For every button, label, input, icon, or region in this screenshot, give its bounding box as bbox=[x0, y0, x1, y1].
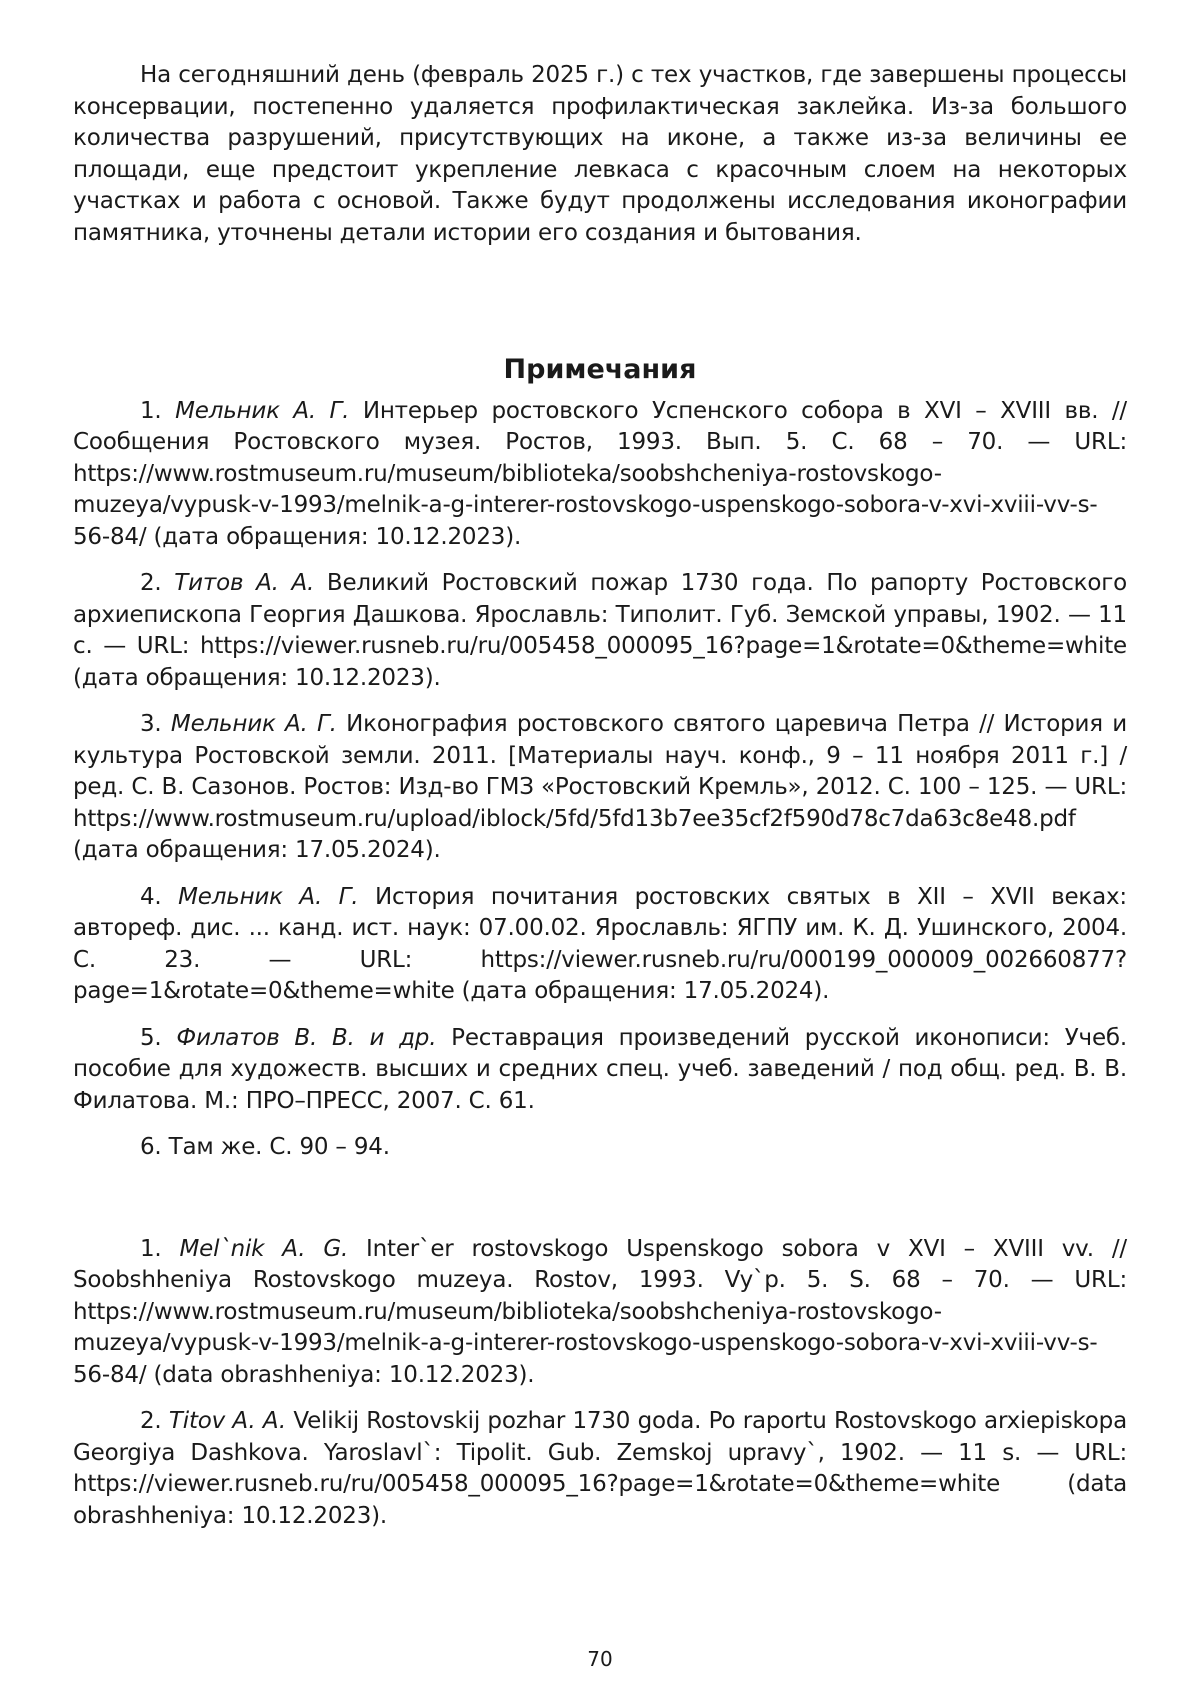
note-author: Мельник А. Г. bbox=[178, 883, 359, 910]
note-number: 3. bbox=[140, 711, 162, 737]
note-number: 5. bbox=[140, 1024, 162, 1051]
note-text: Реставрация произведений русской иконописи: Учеб. пособие для художеств. высших и средних спец. учеб. заведений / под общ. ред. В. В. Филатова. М.: ПРО–ПРЕСС, 2007. С. 61. bbox=[73, 1024, 1127, 1114]
note-author: Филатов В. В. и др. bbox=[176, 1024, 437, 1051]
note-en-1 bbox=[73, 1234, 1127, 1392]
intro-paragraph: На сегодняшний день (февраль 2025 г.) с тех участков, где завершены процессы консервации, постепенно удаляется профилактическая заклейка. Из-за большого количества разрушений, присутствующих на иконе, а также из-за величины ее площади, еще предстоит укрепление левкаса с красочным слоем на некоторых участках и работа с основой. Также будут продолжены исследования иконографии памятника, уточнены детали истории его создания и бытования. bbox=[73, 62, 1127, 246]
note-number: 2. bbox=[140, 570, 162, 596]
note-author: Титов А. А. bbox=[174, 570, 315, 596]
page-body bbox=[73, 60, 1127, 1547]
note-number: 1. bbox=[140, 1235, 162, 1262]
note-ru-1 bbox=[73, 396, 1127, 554]
note-number: 2. bbox=[140, 1408, 162, 1434]
note-text: Интерьер ростовского Успенского собора в XVI – XVIII вв. // Сообщения Ростовского музея. Ростов, 1993. Вып. 5. С. 68 – 70. — URL: https://www.rostmuseum.ru/museum/biblioteka/soobshcheniya-rostovskogo-muzeya/vypusk-v-1993/melnik-a-g-interer-rostovskogo-uspenskogo-sobora-v-xvi-xviii-vv-s-56-84/ (дата обращения: 10.12.2023). bbox=[73, 397, 1127, 550]
note-ru-2 bbox=[73, 568, 1127, 694]
note-number: 1. bbox=[140, 397, 162, 424]
note-ru-5 bbox=[73, 1023, 1127, 1118]
note-author: Мельник А. Г. bbox=[170, 711, 337, 737]
note-author: Mel`nik A. G. bbox=[179, 1235, 349, 1262]
note-text: Velikij Rostovskij pozhar 1730 goda. Po raportu Rostovskogo arxiepiskopa Georgiya Dashkova. Yaroslavl`: Tipolit. Gub. Zemskoj upravy`, 1902. — 11 s. — URL: https://viewer.rusneb.ru/ru/005458_000095_16?page=1&rotate=0&theme=white (data obrashheniya: 10.12.2023). bbox=[73, 1408, 1127, 1529]
note-author: Мельник А. Г. bbox=[175, 397, 350, 424]
note-text: Inter`er rostovskogo Uspenskogo sobora v XVI – XVIII vv. // Soobshheniya Rostovskogo muzeya. Rostov, 1993. Vy`p. 5. S. 68 – 70. — URL: https://www.rostmuseum.ru/museum/biblioteka/soobshcheniya-rostovskogo-muzeya/vypusk-v-1993/melnik-a-g-interer-rostovskogo-uspenskogo-sobora-v-xvi-xviii-vv-s-56-84/ (data obrashheniya: 10.12.2023). bbox=[73, 1235, 1127, 1388]
note-text: Иконография ростовского святого царевича Петра // История и культура Ростовской земли. 2011. [Материалы науч. конф., 9 – 11 ноября 2011 г.] / ред. С. В. Сазонов. Ростов: Изд-во ГМЗ «Ростовский Кремль», 2012. С. 100 – 125. — URL: https://www.rostmuseum.ru/upload/iblock/5fd/5fd13b7ee35cf2f590d78c7da63c8e48.pdf (дата обращения: 17.05.2024). bbox=[73, 711, 1127, 863]
note-text: История почитания ростовских святых в XII – XVII веках: автореф. дис. ... канд. ист. наук: 07.00.02. Ярославль: ЯГПУ им. К. Д. Ушинского, 2004. С. 23. — URL: https://viewer.rusneb.ru/ru/000199_000009_002660877?page=1&rotate=0&theme=white (дата обращения: 17.05.2024). bbox=[73, 883, 1127, 1004]
page-number: 70 bbox=[587, 1647, 613, 1671]
note-number: 4. bbox=[140, 883, 162, 910]
note-en-2 bbox=[73, 1406, 1127, 1532]
note-author: Titov A. A. bbox=[168, 1408, 286, 1434]
notes-heading: Примечания bbox=[503, 354, 697, 385]
note-number: 6. bbox=[140, 1134, 162, 1160]
note-ru-3 bbox=[73, 709, 1127, 867]
note-ru-4 bbox=[73, 882, 1127, 1008]
note-text: Там же. С. 90 – 94. bbox=[168, 1134, 390, 1160]
note-ru-6 bbox=[73, 1132, 1127, 1164]
note-text: Великий Ростовский пожар 1730 года. По рапорту Ростовского архиепископа Георгия Дашкова. Ярославль: Типолит. Губ. Земской управы, 1902. — 11 с. — URL: https://viewer.rusneb.ru/ru/005458_000095_16?page=1&rotate=0&theme=white (дата обращения: 10.12.2023). bbox=[73, 570, 1127, 691]
